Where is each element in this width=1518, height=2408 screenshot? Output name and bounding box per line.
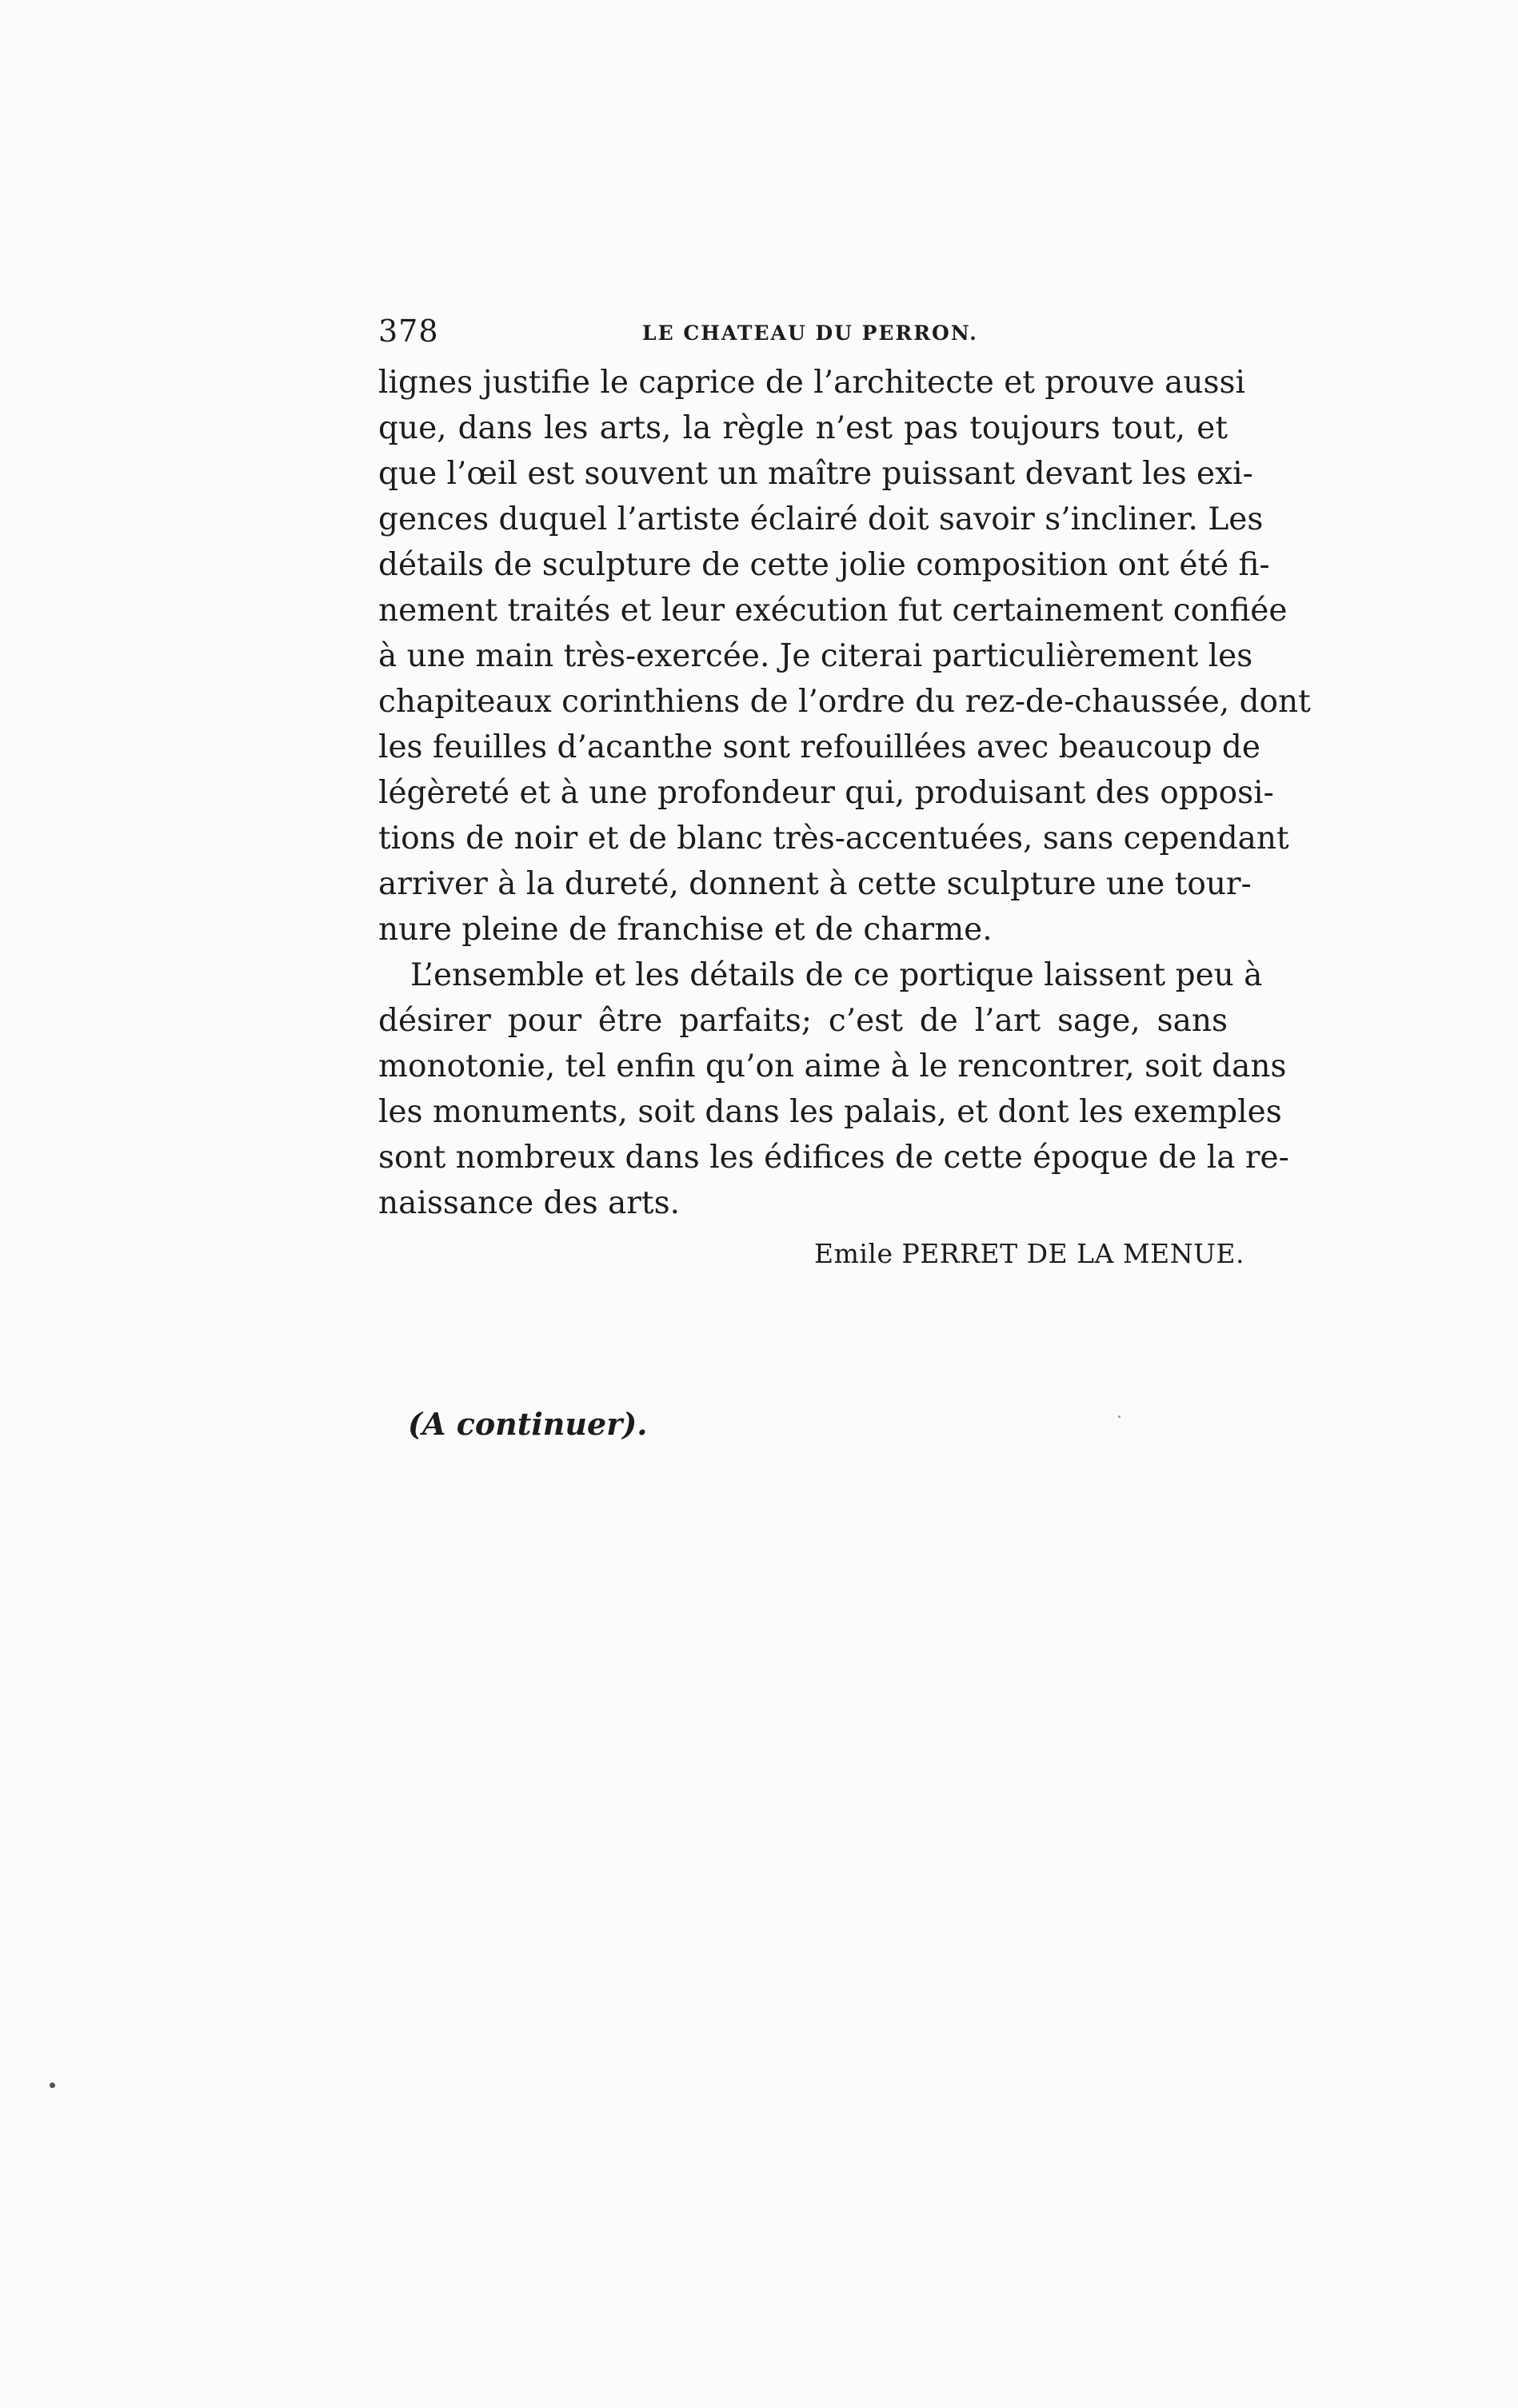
ink-speck: [50, 2083, 55, 2088]
text-line: détails de sculpture de cette jolie composition ont été fi-: [378, 547, 1270, 583]
text-line: nement traités et leur exécution fut certainement confiée: [378, 593, 1288, 629]
text-line: légèreté et à une profondeur qui, produisant des opposi-: [378, 775, 1274, 811]
page-header: [378, 313, 1228, 353]
text-line: tions de noir et de blanc très-accentuées, sans cependant: [378, 821, 1289, 857]
text-line: que l’œil est souvent un maître puissant devant les exi-: [378, 456, 1253, 492]
ink-speck: [1118, 1416, 1121, 1418]
text-line: désirer pour être parfaits; c’est de l’art sage, sans: [378, 1003, 1228, 1039]
text-line: à une main très-exercée. Je citerai particulièrement les: [378, 638, 1253, 674]
continuation-note: (A continuer).: [408, 1406, 648, 1442]
text-line: nure pleine de franchise et de charme.: [378, 912, 993, 948]
text-line: sont nombreux dans les édifices de cette époque de la re-: [378, 1140, 1289, 1176]
text-line: naissance des arts.: [378, 1185, 680, 1221]
text-line: monotonie, tel enfin qu’on aime à le rencontrer, soit dans: [378, 1048, 1287, 1084]
text-line: les monuments, soit dans les palais, et dont les exemples: [378, 1094, 1282, 1130]
page-number: 378: [378, 313, 439, 349]
text-line: que, dans les arts, la règle n’est pas toujours tout, et: [378, 410, 1228, 446]
text-line: lignes justifie le caprice de l’architecte et prouve aussi: [378, 365, 1245, 401]
text-line: L’ensemble et les détails de ce portique laissent peu à: [410, 957, 1263, 993]
text-line: arriver à la dureté, donnent à cette sculpture une tour-: [378, 866, 1252, 902]
running-head: LE CHATEAU DU PERRON.: [642, 321, 978, 345]
text-line: gences duquel l’artiste éclairé doit savoir s’incliner. Les: [378, 501, 1264, 537]
text-line: les feuilles d’acanthe sont refouillées avec beaucoup de: [378, 729, 1260, 765]
text-line: chapiteaux corinthiens de l’ordre du rez-de-chaussée, dont: [378, 684, 1311, 720]
body-text: [378, 360, 1311, 1226]
author-signature: Emile PERRET DE LA MENUE.: [814, 1238, 1245, 1269]
